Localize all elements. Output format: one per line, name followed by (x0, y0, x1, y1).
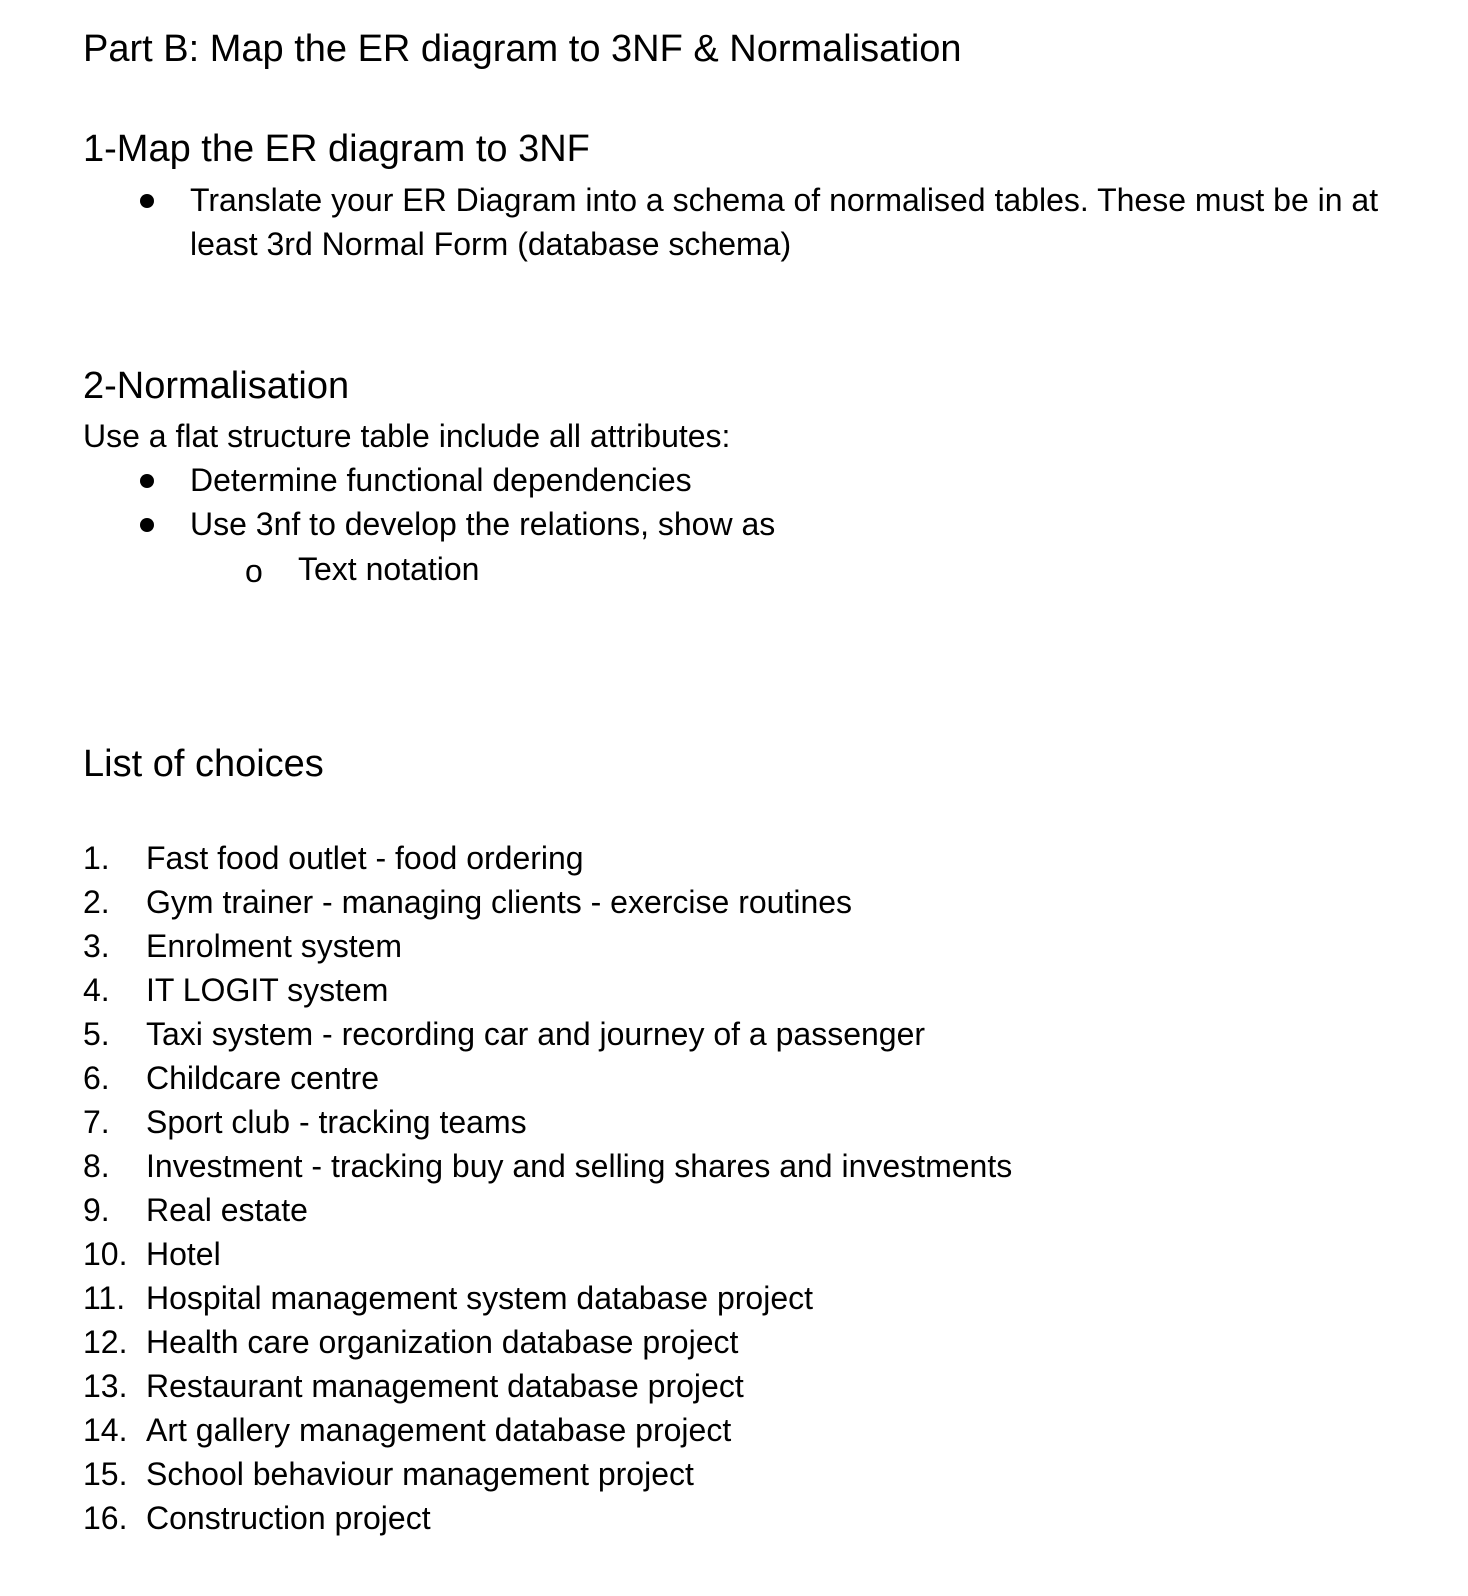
choices-heading: List of choices (83, 743, 324, 785)
list-item-text: Construction project (146, 1500, 431, 1536)
list-item-text: Fast food outlet - food ordering (146, 840, 584, 876)
section1-bullet-line1: Translate your ER Diagram into a schema of normalised tables. These must be in at (190, 182, 1379, 218)
hollow-circle-bullet-icon: o (245, 553, 263, 589)
list-item-text: Hospital management system database project (146, 1280, 814, 1316)
list-item-number: 4. (83, 972, 110, 1008)
list-item-text: Enrolment system (146, 928, 403, 964)
list-item-text: Taxi system - recording car and journey of a passenger (146, 1016, 926, 1052)
section2-sub-bullet: Text notation (298, 551, 480, 587)
list-item-number: 12. (83, 1324, 128, 1360)
list-item-text: Sport club - tracking teams (146, 1104, 527, 1140)
list-item-text: Art gallery management database project (146, 1412, 732, 1448)
list-item-number: 3. (83, 928, 110, 964)
list-item-number: 9. (83, 1192, 110, 1228)
list-item-number: 13. (83, 1368, 128, 1404)
list-item-text: Real estate (146, 1192, 308, 1228)
list-item-text: Childcare centre (146, 1060, 379, 1096)
section2-heading: 2-Normalisation (83, 365, 350, 407)
list-item-text: Health care organization database project (146, 1324, 739, 1360)
list-item-text: Gym trainer - managing clients - exercise routines (146, 884, 853, 920)
document-title: Part B: Map the ER diagram to 3NF & Normalisation (83, 28, 962, 70)
list-item-number: 6. (83, 1060, 110, 1096)
list-item-number: 2. (83, 884, 110, 920)
list-item-number: 10. (83, 1236, 128, 1272)
list-item-number: 7. (83, 1104, 110, 1140)
list-item-number: 1. (83, 840, 110, 876)
list-item-number: 8. (83, 1148, 110, 1184)
list-item-number: 5. (83, 1016, 110, 1052)
list-item-number: 16. (83, 1500, 128, 1536)
list-item-text: Hotel (146, 1236, 221, 1272)
bullet-dot-icon (140, 518, 154, 532)
list-item-number: 14. (83, 1412, 128, 1448)
list-item-text: Restaurant management database project (146, 1368, 744, 1404)
bullet-dot-icon (140, 194, 154, 208)
section1-bullet-line2: least 3rd Normal Form (database schema) (190, 226, 792, 262)
section2-bullet-1: Determine functional dependencies (190, 462, 692, 498)
list-item-text: IT LOGIT system (146, 972, 389, 1008)
section2-bullet-2: Use 3nf to develop the relations, show as (190, 506, 776, 542)
list-item-text: Investment - tracking buy and selling shares and investments (146, 1148, 1013, 1184)
list-item-number: 15. (83, 1456, 128, 1492)
bullet-dot-icon (140, 474, 154, 488)
section1-heading: 1-Map the ER diagram to 3NF (83, 128, 590, 170)
list-item-text: School behaviour management project (146, 1456, 694, 1492)
section2-intro: Use a flat structure table include all attributes: (83, 418, 731, 454)
list-item-number: 11. (83, 1280, 126, 1316)
